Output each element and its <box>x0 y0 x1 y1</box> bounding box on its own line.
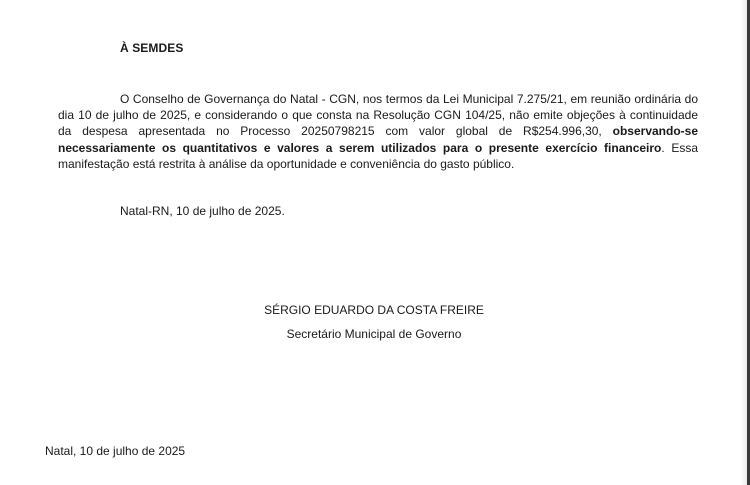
decision-paragraph <box>58 91 698 172</box>
paragraph-text-part1: O Conselho de Governança do Natal - CGN, nos termos da Lei Municipal 7.275/21, em reunião ordinária do dia 10 de julho de 2025, e considerando o que consta na Resolução CGN 104/25, não emite objeções à continuidade da despesa apresentada no Processo 20250798215 com valor global de R$254.996,30, <box>58 92 698 139</box>
signer-role: Secretário Municipal de Governo <box>286 327 462 341</box>
paragraph-text-part2: . Essa manifestação está restrita à análise da oportunidade e conveniência do gasto público. <box>58 140 698 171</box>
signature-block <box>188 302 560 342</box>
paragraph-bold-clause: observando-se necessariamente os quantitativos e valores a serem utilizados para o presente exercício financeiro <box>58 124 698 155</box>
signer-name: SÉRGIO EDUARDO DA COSTA FREIRE <box>264 303 484 317</box>
place-date: Natal-RN, 10 de julho de 2025. <box>120 204 285 218</box>
addressee-heading: À SEMDES <box>120 41 184 55</box>
footer-date: Natal, 10 de julho de 2025 <box>45 444 186 458</box>
